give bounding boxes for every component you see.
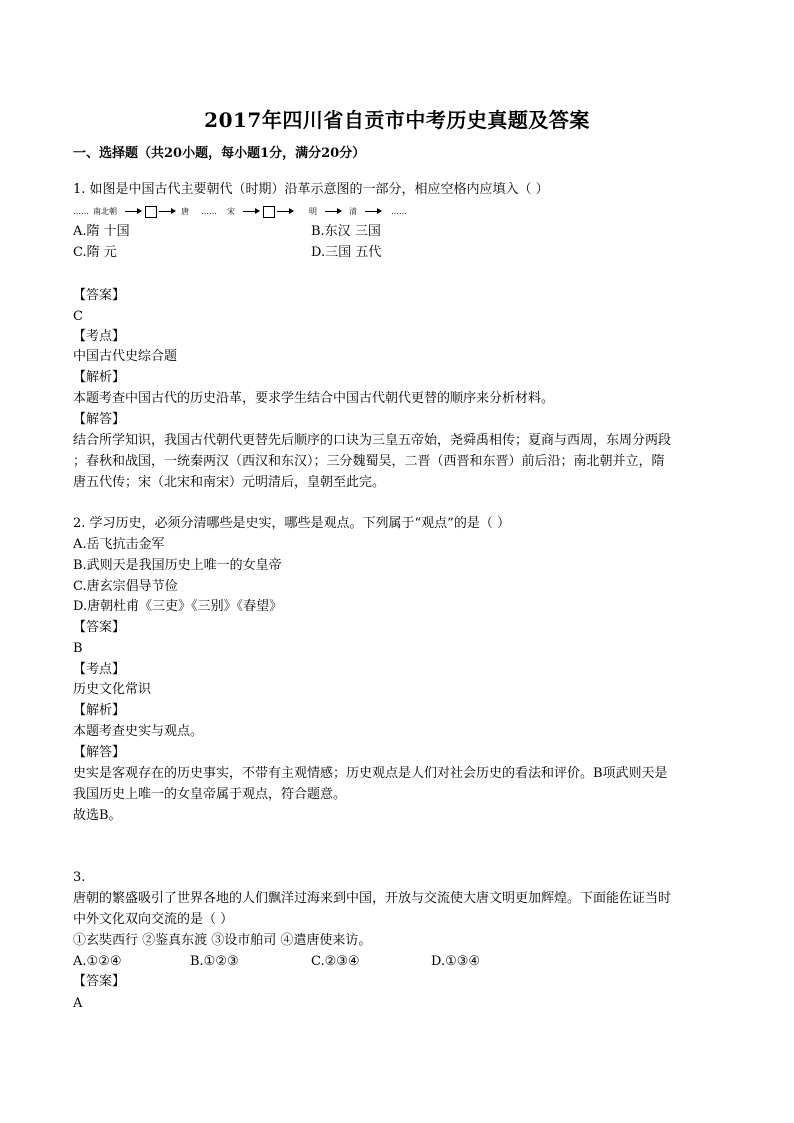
q2-kaodian-label: 【考点】 bbox=[73, 662, 126, 677]
diagram-dots-3: …… bbox=[391, 207, 407, 216]
q1-jieda-line-2: ；春秋和战国，一统秦两汉（西汉和东汉）；三分魏蜀吴，二晋（西晋和东晋）前后沿；南北朝并立，隋 bbox=[73, 454, 665, 469]
q3-items: ①玄奘西行 ②鉴真东渡 ③设市舶司 ④遣唐使来访。 bbox=[73, 933, 372, 948]
diagram-arrow bbox=[125, 211, 141, 212]
q1-kaodian: 中国古代史综合题 bbox=[73, 349, 178, 364]
q2-option-c: C.唐玄宗倡导节俭 bbox=[73, 579, 178, 594]
diagram-arrow bbox=[365, 211, 381, 212]
q3-stem-line-1: 唐朝的繁盛吸引了世界各地的人们飘洋过海来到中国，开放与交流使大唐文明更加辉煌。下面能佐证当时 bbox=[73, 891, 672, 906]
q1-option-a: A.隋 十国 bbox=[73, 224, 130, 239]
q1-answer: C bbox=[73, 309, 83, 324]
diagram-dots-1: …… bbox=[73, 207, 89, 216]
section-heading: 一、选择题（共20小题，每小题1分，满分20分） bbox=[73, 146, 366, 161]
q2-stem: 2. 学习历史，必须分清哪些是史实，哪些是观点。下列属于“观点”的是（ ） bbox=[73, 516, 510, 531]
diagram-blank-box-1 bbox=[145, 206, 157, 218]
q3-answer: A bbox=[73, 996, 83, 1011]
q3-stem-line-2: 中外文化双向交流的是（ ） bbox=[73, 912, 234, 927]
q2-answer-label: 【答案】 bbox=[73, 620, 126, 635]
q3-answer-label: 【答案】 bbox=[73, 974, 126, 989]
q1-option-c: C.隋 元 bbox=[73, 245, 117, 260]
q3-option-c: C.②③④ bbox=[311, 954, 360, 969]
q1-jieda-line-3: 唐五代传；宋（北宋和南宋）元明清后，皇朝至此完。 bbox=[73, 475, 386, 490]
diagram-blank-box-2 bbox=[263, 206, 275, 218]
diagram-label-ming: 明 bbox=[309, 207, 317, 216]
diagram-arrow bbox=[325, 211, 341, 212]
q2-answer: B bbox=[73, 641, 83, 656]
q2-jieda-line-3: 故选B。 bbox=[73, 808, 122, 823]
q1-kaodian-label: 【考点】 bbox=[73, 329, 126, 344]
q3-number: 3. bbox=[73, 870, 86, 885]
q1-jiexi: 本题考查中国古代的历史沿革，要求学生结合中国古代朝代更替的顺序来分析材料。 bbox=[73, 391, 555, 406]
q1-jieda-line-1: 结合所学知识，我国古代朝代更替先后顺序的口诀为三皇五帝始，尧舜禹相传；夏商与西周，东周分两段 bbox=[73, 433, 672, 448]
q2-option-d: D.唐朝杜甫《三吏》《三别》《春望》 bbox=[73, 599, 283, 614]
diagram-arrow bbox=[159, 211, 175, 212]
q2-kaodian: 历史文化常识 bbox=[73, 682, 152, 697]
diagram-label-tang: 唐 bbox=[181, 207, 189, 216]
document-title: 2017年四川省自贡市中考历史真题及答案 bbox=[204, 108, 590, 132]
q1-stem: 1. 如图是中国古代主要朝代（时期）沿革示意图的一部分，相应空格内应填入（ ） bbox=[73, 182, 549, 197]
q1-option-d: D.三国 五代 bbox=[311, 245, 382, 260]
q2-jieda-line-1: 史实是客观存在的历史事实，不带有主观情感；历史观点是人们对社会历史的看法和评价。B项武则天是 bbox=[73, 766, 668, 781]
q2-jieda-line-2: 我国历史上唯一的女皇帝属于观点，符合题意。 bbox=[73, 787, 347, 802]
q2-option-a: A.岳飞抗击金军 bbox=[73, 537, 165, 552]
diagram-label-nanbeichao: 南北朝 bbox=[93, 207, 117, 216]
diagram-arrow bbox=[277, 211, 293, 212]
q2-option-b: B.武则天是我国历史上唯一的女皇帝 bbox=[73, 558, 282, 573]
q1-jiexi-label: 【解析】 bbox=[73, 370, 126, 385]
q1-answer-label: 【答案】 bbox=[73, 288, 126, 303]
q3-option-b: B.①②③ bbox=[190, 954, 239, 969]
dynasty-diagram bbox=[73, 205, 433, 219]
q1-jieda-label: 【解答】 bbox=[73, 412, 126, 427]
q2-jiexi: 本题考查史实与观点。 bbox=[73, 724, 204, 739]
diagram-arrow bbox=[243, 211, 259, 212]
q1-option-b: B.东汉 三国 bbox=[311, 224, 381, 239]
q2-jiexi-label: 【解析】 bbox=[73, 703, 126, 718]
diagram-dots-2: …… bbox=[201, 207, 217, 216]
q3-option-d: D.①③④ bbox=[431, 954, 481, 969]
diagram-label-qing: 清 bbox=[349, 207, 357, 216]
diagram-label-song: 宋 bbox=[227, 207, 235, 216]
q3-option-a: A.①②④ bbox=[73, 954, 122, 969]
q2-jieda-label: 【解答】 bbox=[73, 745, 126, 760]
